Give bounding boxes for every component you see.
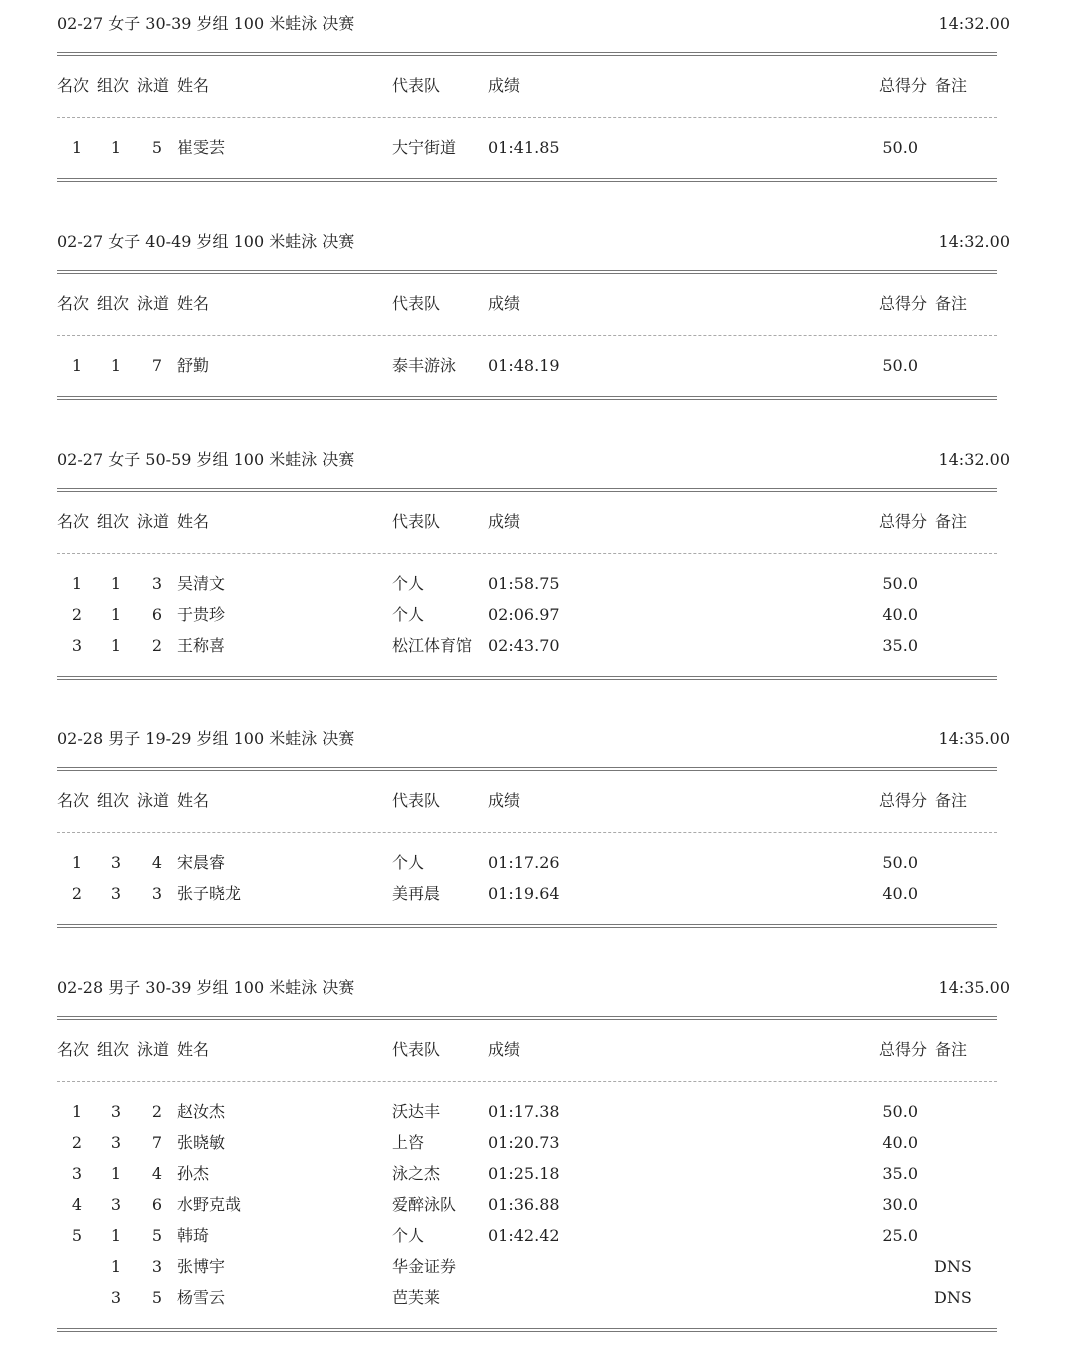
cell-name: 于贵珍 <box>177 605 226 624</box>
event-time: 14:32.00 <box>938 450 1010 469</box>
header-team: 代表队 <box>392 76 441 95</box>
cell-lane: 3 <box>151 884 163 903</box>
header-group: 组次 <box>97 294 130 313</box>
cell-lane: 7 <box>151 1133 163 1152</box>
cell-result: 01:36.88 <box>488 1195 560 1214</box>
cell-result: 01:17.26 <box>488 853 560 872</box>
cell-rank: 1 <box>71 574 83 593</box>
cell-team: 芭芙莱 <box>392 1288 441 1307</box>
header-rank: 名次 <box>57 294 90 313</box>
cell-team: 美再晨 <box>392 884 441 903</box>
header-result: 成绩 <box>488 1040 521 1059</box>
event-title: 02-28 男子 19-29 岁组 100 米蛙泳 决赛 <box>57 729 355 748</box>
cell-team: 个人 <box>392 853 425 872</box>
cell-group: 1 <box>110 356 122 375</box>
event-title: 02-27 女子 50-59 岁组 100 米蛙泳 决赛 <box>57 450 355 469</box>
cell-rank: 3 <box>71 1164 83 1183</box>
header-name: 姓名 <box>177 294 210 313</box>
header-rank: 名次 <box>57 791 90 810</box>
cell-lane: 2 <box>151 1102 163 1121</box>
double-rule <box>57 676 997 680</box>
cell-name: 韩琦 <box>177 1226 210 1245</box>
header-remark: 备注 <box>935 1040 968 1059</box>
header-result: 成绩 <box>488 512 521 531</box>
cell-group: 3 <box>110 1133 122 1152</box>
cell-team: 个人 <box>392 605 425 624</box>
cell-points: 50.0 <box>882 574 918 593</box>
cell-lane: 3 <box>151 1257 163 1276</box>
event-time: 14:32.00 <box>938 232 1010 251</box>
cell-points: 35.0 <box>882 1164 918 1183</box>
cell-name: 孙杰 <box>177 1164 210 1183</box>
cell-result: 01:42.42 <box>488 1226 560 1245</box>
cell-team: 爱醉泳队 <box>392 1195 457 1214</box>
cell-points: 50.0 <box>882 1102 918 1121</box>
cell-rank: 1 <box>71 138 83 157</box>
cell-result: 01:19.64 <box>488 884 560 903</box>
cell-rank: 1 <box>71 853 83 872</box>
cell-result: 01:41.85 <box>488 138 560 157</box>
dashed-rule <box>57 117 997 118</box>
cell-name: 舒勤 <box>177 356 210 375</box>
cell-lane: 7 <box>151 356 163 375</box>
cell-name: 水野克哉 <box>177 1195 242 1214</box>
cell-team: 大宁街道 <box>392 138 457 157</box>
cell-lane: 4 <box>151 1164 163 1183</box>
cell-lane: 5 <box>151 1288 163 1307</box>
cell-team: 泳之杰 <box>392 1164 441 1183</box>
header-team: 代表队 <box>392 1040 441 1059</box>
event-title: 02-28 男子 30-39 岁组 100 米蛙泳 决赛 <box>57 978 355 997</box>
cell-points: 40.0 <box>882 605 918 624</box>
dashed-rule <box>57 335 997 336</box>
cell-group: 1 <box>110 1164 122 1183</box>
cell-team: 沃达丰 <box>392 1102 441 1121</box>
double-rule <box>57 396 997 400</box>
cell-rank: 4 <box>71 1195 83 1214</box>
cell-name: 张晓敏 <box>177 1133 226 1152</box>
header-points: 总得分 <box>879 791 928 810</box>
cell-rank: 5 <box>71 1226 83 1245</box>
cell-points: 40.0 <box>882 1133 918 1152</box>
header-name: 姓名 <box>177 76 210 95</box>
cell-lane: 4 <box>151 853 163 872</box>
double-rule <box>57 488 997 492</box>
cell-result: 02:06.97 <box>488 605 560 624</box>
cell-lane: 3 <box>151 574 163 593</box>
cell-name: 杨雪云 <box>177 1288 226 1307</box>
cell-name: 张子晓龙 <box>177 884 242 903</box>
event-title: 02-27 女子 30-39 岁组 100 米蛙泳 决赛 <box>57 14 355 33</box>
double-rule <box>57 52 997 56</box>
cell-remark: DNS <box>934 1257 972 1276</box>
dashed-rule <box>57 832 997 833</box>
header-result: 成绩 <box>488 791 521 810</box>
dashed-rule <box>57 1081 997 1082</box>
header-lane: 泳道 <box>137 76 170 95</box>
cell-result: 01:48.19 <box>488 356 560 375</box>
header-rank: 名次 <box>57 512 90 531</box>
header-group: 组次 <box>97 1040 130 1059</box>
cell-result: 01:20.73 <box>488 1133 560 1152</box>
cell-group: 3 <box>110 1102 122 1121</box>
header-remark: 备注 <box>935 512 968 531</box>
cell-rank: 1 <box>71 356 83 375</box>
cell-points: 40.0 <box>882 884 918 903</box>
cell-name: 吴清文 <box>177 574 226 593</box>
cell-team: 泰丰游泳 <box>392 356 457 375</box>
cell-group: 3 <box>110 853 122 872</box>
cell-points: 30.0 <box>882 1195 918 1214</box>
header-rank: 名次 <box>57 1040 90 1059</box>
double-rule <box>57 1016 997 1020</box>
cell-group: 1 <box>110 138 122 157</box>
header-lane: 泳道 <box>137 1040 170 1059</box>
cell-group: 1 <box>110 636 122 655</box>
cell-lane: 2 <box>151 636 163 655</box>
cell-lane: 5 <box>151 138 163 157</box>
cell-group: 1 <box>110 1257 122 1276</box>
double-rule <box>57 1328 997 1332</box>
cell-team: 松江体育馆 <box>392 636 473 655</box>
cell-name: 王称喜 <box>177 636 226 655</box>
cell-group: 1 <box>110 574 122 593</box>
double-rule <box>57 924 997 928</box>
header-points: 总得分 <box>879 512 928 531</box>
header-lane: 泳道 <box>137 294 170 313</box>
header-points: 总得分 <box>879 1040 928 1059</box>
cell-points: 50.0 <box>882 356 918 375</box>
cell-group: 1 <box>110 605 122 624</box>
header-result: 成绩 <box>488 76 521 95</box>
header-team: 代表队 <box>392 512 441 531</box>
cell-group: 1 <box>110 1226 122 1245</box>
cell-name: 宋晨睿 <box>177 853 226 872</box>
double-rule <box>57 270 997 274</box>
cell-result: 02:43.70 <box>488 636 560 655</box>
header-rank: 名次 <box>57 76 90 95</box>
double-rule <box>57 767 997 771</box>
header-remark: 备注 <box>935 76 968 95</box>
header-lane: 泳道 <box>137 512 170 531</box>
header-name: 姓名 <box>177 791 210 810</box>
header-team: 代表队 <box>392 294 441 313</box>
cell-lane: 5 <box>151 1226 163 1245</box>
cell-group: 3 <box>110 884 122 903</box>
dashed-rule <box>57 553 997 554</box>
cell-rank: 2 <box>71 884 83 903</box>
header-group: 组次 <box>97 791 130 810</box>
header-team: 代表队 <box>392 791 441 810</box>
cell-group: 3 <box>110 1288 122 1307</box>
cell-result: 01:25.18 <box>488 1164 560 1183</box>
event-time: 14:35.00 <box>938 978 1010 997</box>
header-points: 总得分 <box>879 76 928 95</box>
header-group: 组次 <box>97 76 130 95</box>
header-name: 姓名 <box>177 512 210 531</box>
cell-rank: 2 <box>71 605 83 624</box>
cell-rank: 2 <box>71 1133 83 1152</box>
header-points: 总得分 <box>879 294 928 313</box>
cell-points: 35.0 <box>882 636 918 655</box>
cell-rank: 1 <box>71 1102 83 1121</box>
header-remark: 备注 <box>935 791 968 810</box>
event-title: 02-27 女子 40-49 岁组 100 米蛙泳 决赛 <box>57 232 355 251</box>
event-time: 14:32.00 <box>938 14 1010 33</box>
cell-team: 上咨 <box>392 1133 425 1152</box>
cell-remark: DNS <box>934 1288 972 1307</box>
cell-group: 3 <box>110 1195 122 1214</box>
cell-team: 个人 <box>392 574 425 593</box>
header-result: 成绩 <box>488 294 521 313</box>
cell-result: 01:58.75 <box>488 574 560 593</box>
cell-name: 赵汝杰 <box>177 1102 226 1121</box>
cell-team: 华金证券 <box>392 1257 457 1276</box>
cell-points: 50.0 <box>882 853 918 872</box>
double-rule <box>57 178 997 182</box>
cell-result: 01:17.38 <box>488 1102 560 1121</box>
cell-lane: 6 <box>151 1195 163 1214</box>
header-lane: 泳道 <box>137 791 170 810</box>
event-time: 14:35.00 <box>938 729 1010 748</box>
cell-points: 50.0 <box>882 138 918 157</box>
header-remark: 备注 <box>935 294 968 313</box>
header-name: 姓名 <box>177 1040 210 1059</box>
cell-team: 个人 <box>392 1226 425 1245</box>
cell-name: 张博宇 <box>177 1257 226 1276</box>
cell-lane: 6 <box>151 605 163 624</box>
header-group: 组次 <box>97 512 130 531</box>
cell-points: 25.0 <box>882 1226 918 1245</box>
cell-name: 崔雯芸 <box>177 138 226 157</box>
cell-rank: 3 <box>71 636 83 655</box>
